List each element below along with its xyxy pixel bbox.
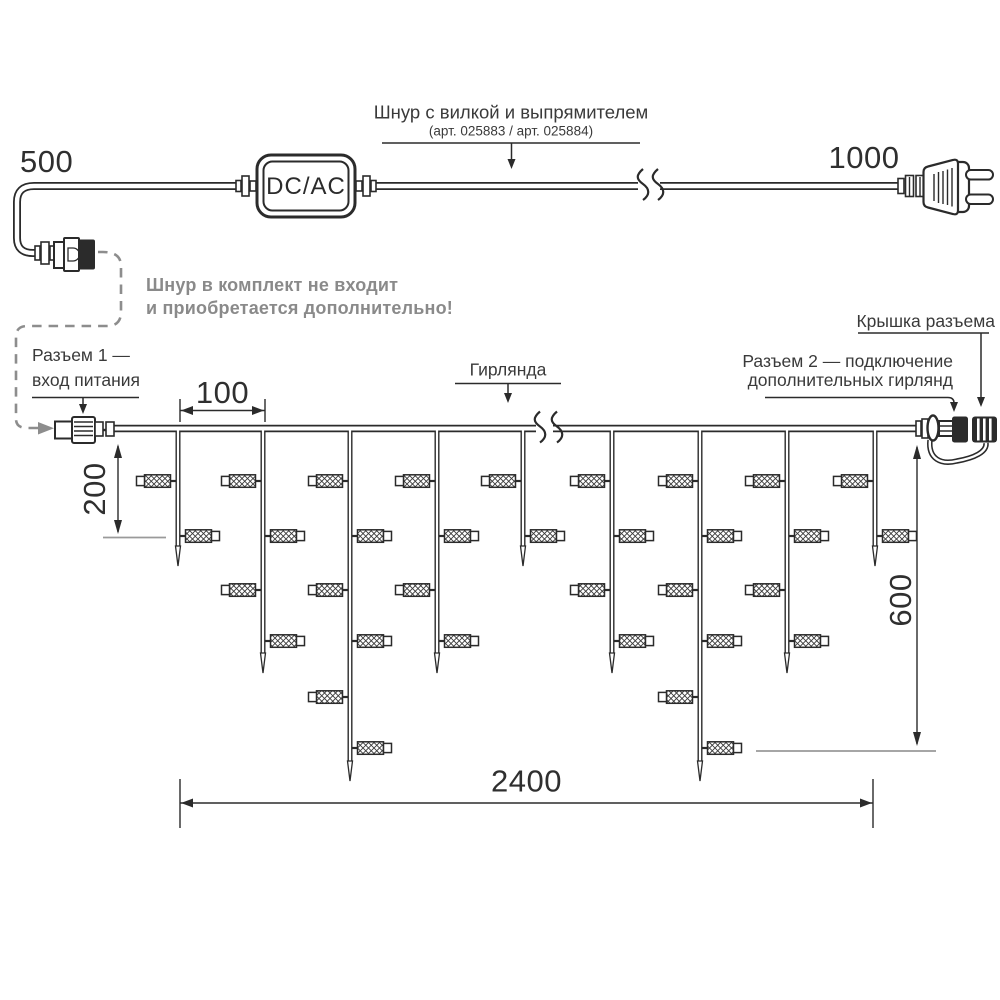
led-bulb-cap — [571, 476, 579, 485]
dcac-converter-box — [236, 155, 376, 217]
led-bulb — [708, 635, 734, 648]
led-bulb — [842, 475, 868, 488]
cord-connector — [35, 238, 95, 271]
dim-200-value: 200 — [77, 462, 112, 516]
led-bulb — [795, 530, 821, 543]
drop-tip — [176, 546, 181, 566]
dim-100 — [180, 375, 265, 422]
power-cord-cable-right — [373, 169, 900, 200]
led-bulb — [579, 584, 605, 597]
led-bulb-cap — [646, 531, 654, 540]
note-line2: и приобретается дополнительно! — [146, 298, 453, 318]
led-bulb-cap — [297, 531, 305, 540]
dcac-label: DC/AC — [266, 173, 346, 200]
led-bulb — [404, 475, 430, 488]
connector2-label-line2: дополнительных гирлянд — [747, 370, 953, 390]
note-line1: Шнур в комплект не входит — [146, 275, 399, 295]
led-bulb — [754, 584, 780, 597]
led-bulb-cap — [396, 476, 404, 485]
led-bulb — [620, 530, 646, 543]
led-bulb-cap — [471, 636, 479, 645]
drop-tip — [521, 546, 526, 566]
led-bulb — [579, 475, 605, 488]
connector-ring — [928, 416, 939, 441]
power-plug — [898, 160, 993, 215]
drop-tip — [698, 761, 703, 781]
connector2-body — [952, 417, 968, 443]
not-included-dashed-path — [16, 252, 121, 435]
led-bulb-cap — [646, 636, 654, 645]
led-bulb-cap — [297, 636, 305, 645]
led-bulb-cap — [834, 476, 842, 485]
led-bulb — [317, 584, 343, 597]
connector-cap — [972, 417, 997, 443]
drop-tip — [348, 761, 353, 781]
led-bulb — [358, 742, 384, 755]
led-bulb-cap — [734, 531, 742, 540]
led-bulb — [317, 475, 343, 488]
led-bulb-cap — [309, 692, 317, 701]
led-bulb — [358, 530, 384, 543]
garland-connector2 — [916, 416, 997, 463]
connector1-label-line2: вход питания — [32, 370, 140, 390]
led-bulb-cap — [659, 692, 667, 701]
led-bulb-cap — [746, 476, 754, 485]
garland-connector1 — [55, 417, 114, 443]
led-bulb — [317, 691, 343, 704]
connector1-label-line1: Разъем 1 — — [32, 345, 130, 365]
garland-label: Гирлянда — [469, 359, 547, 380]
led-bulb-cap — [571, 585, 579, 594]
led-bulb — [445, 635, 471, 648]
led-bulb — [490, 475, 516, 488]
power-cord-assembly — [17, 102, 993, 272]
led-bulb-cap — [821, 636, 829, 645]
dim-600-value: 600 — [883, 573, 918, 627]
led-bulb-cap — [659, 585, 667, 594]
dim-500: 500 — [20, 144, 74, 179]
led-bulb — [230, 475, 256, 488]
drop-tip — [610, 653, 615, 673]
garland — [114, 412, 917, 782]
led-bulb-cap — [821, 531, 829, 540]
drop-tip — [435, 653, 440, 673]
led-bulb-cap — [384, 636, 392, 645]
dim-200 — [77, 444, 166, 538]
plug-prong — [966, 170, 993, 180]
led-bulb-cap — [384, 743, 392, 752]
dim-2400-value: 2400 — [491, 763, 562, 799]
led-bulb — [186, 530, 212, 543]
led-bulb — [445, 530, 471, 543]
led-bulb-cap — [309, 585, 317, 594]
led-bulb-cap — [222, 585, 230, 594]
led-bulb — [271, 530, 297, 543]
led-bulb — [667, 475, 693, 488]
wire-break-mark — [535, 412, 546, 443]
dim-600 — [756, 445, 936, 751]
led-bulb-cap — [734, 743, 742, 752]
led-bulb — [404, 584, 430, 597]
dim-2400 — [180, 764, 873, 829]
led-bulb-cap — [482, 476, 490, 485]
led-bulb-cap — [396, 585, 404, 594]
led-bulb — [754, 475, 780, 488]
cap-label: Крышка разъема — [856, 311, 995, 331]
led-bulb — [620, 635, 646, 648]
led-bulb — [531, 530, 557, 543]
cord-title-callout — [374, 102, 649, 170]
connector2-label-line1: Разъем 2 — подключение — [742, 351, 953, 371]
cord-subtitle: (арт. 025883 / арт. 025884) — [428, 123, 594, 139]
led-bulb-cap — [471, 531, 479, 540]
led-bulb-cap — [734, 636, 742, 645]
drop-tip — [785, 653, 790, 673]
led-bulb-cap — [384, 531, 392, 540]
drop-tip — [873, 546, 878, 566]
led-bulb — [145, 475, 171, 488]
led-bulb — [667, 584, 693, 597]
power-cord-cable-left — [17, 186, 237, 253]
led-bulb-cap — [309, 476, 317, 485]
led-bulb — [230, 584, 256, 597]
led-bulb — [883, 530, 909, 543]
led-bulb-cap — [557, 531, 565, 540]
connector1-callout — [32, 345, 140, 414]
led-bulb — [271, 635, 297, 648]
led-bulb-cap — [909, 531, 917, 540]
drop-tip — [261, 653, 266, 673]
led-bulb — [667, 691, 693, 704]
led-bulb-cap — [222, 476, 230, 485]
led-bulb-cap — [746, 585, 754, 594]
dim-100-value: 100 — [195, 375, 250, 410]
led-bulb-cap — [212, 531, 220, 540]
led-bulb — [358, 635, 384, 648]
led-bulb-cap — [137, 476, 145, 485]
cord-title: Шнур с вилкой и выпрямителем — [373, 101, 649, 123]
plug-prong — [966, 195, 993, 205]
led-bulb — [708, 530, 734, 543]
led-bulb — [708, 742, 734, 755]
dim-1000: 1000 — [828, 140, 900, 175]
connector2-callout — [742, 351, 958, 412]
led-bulb — [795, 635, 821, 648]
led-bulb-cap — [659, 476, 667, 485]
garland-callout — [455, 360, 561, 404]
cable-break-mark — [638, 169, 649, 200]
